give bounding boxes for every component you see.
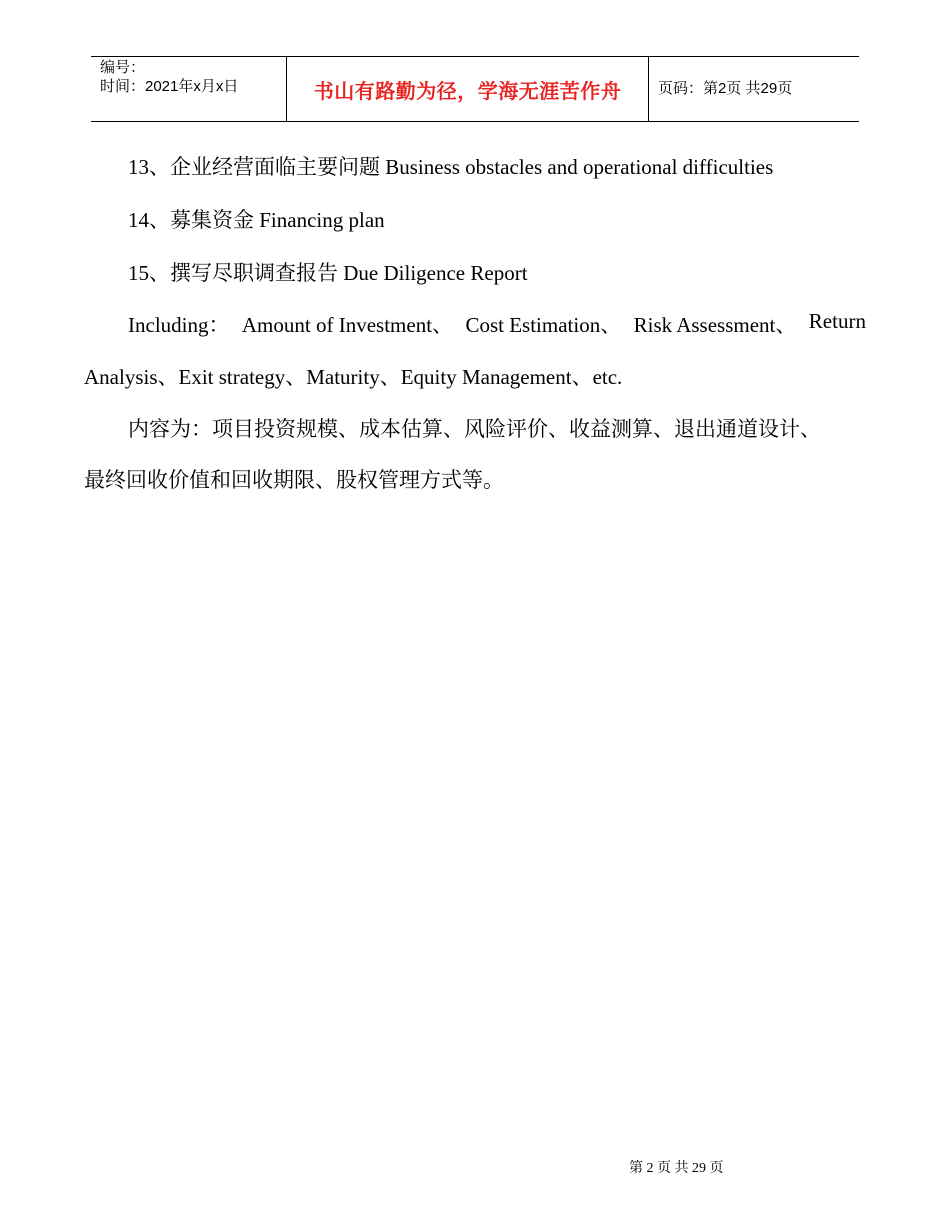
header-page-number: 页码：第2页 共29页: [658, 80, 793, 97]
including-segment: Amount of Investment、: [241, 313, 454, 337]
motto-text: 书山有路勤为径，学海无涯苦作舟: [313, 78, 622, 103]
header-motto-cell: [286, 57, 649, 121]
header-page-cell: [649, 57, 859, 121]
content-line-2: 最终回收价值和回收期限、股权管理方式等。: [84, 468, 504, 492]
including-line-2: Analysis、Exit strategy、Maturity、Equity Management、etc.: [84, 365, 623, 389]
date-label: 时间：2021年x月x日: [100, 78, 239, 95]
serial-number-label: 编号：: [100, 59, 146, 76]
including-segment: Return: [808, 309, 866, 333]
including-line-1: [128, 309, 866, 339]
header-meta-cell: [91, 57, 286, 121]
including-segment: Cost Estimation、: [465, 313, 622, 337]
content-line-1: 内容为：项目投资规模、成本估算、风险评价、收益测算、退出通道设计、: [128, 417, 821, 441]
including-segment: Risk Assessment、: [633, 313, 797, 337]
item-15-text: 15、撰写尽职调查报告 Due Diligence Report: [128, 261, 528, 285]
item-13-text: 13、企业经营面临主要问题 Business obstacles and operational difficulties: [128, 155, 774, 179]
including-segment: Including：: [128, 313, 230, 337]
item-14-text: 14、募集资金 Financing plan: [128, 208, 385, 232]
document-header: [91, 56, 859, 122]
footer-page-number: 第 2 页 共 29 页: [629, 1161, 724, 1176]
